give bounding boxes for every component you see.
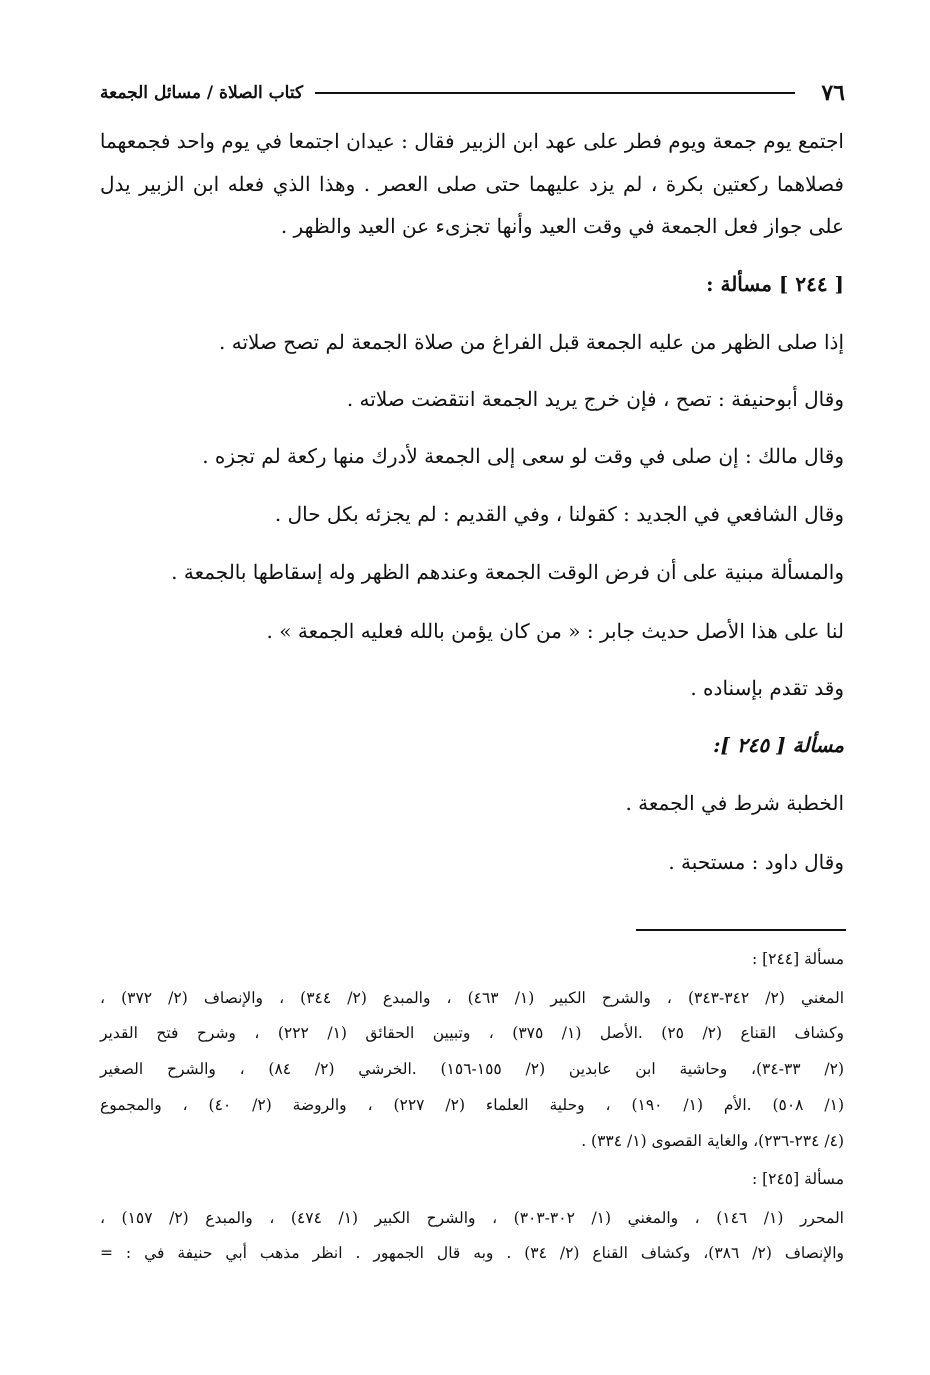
footnote-line: المغني (٢/ ٣٤٢-٣٤٣) ، والشرح الكبير (١/ ٤٦٣) ، والمبدع (٢/ ٣٤٤) ، والإنصاف (٢/ ٣٧٢) ، xyxy=(100,989,845,1007)
body-line: اجتمع يوم جمعة ويوم فطر على عهد ابن الزبير فقال : عيدان اجتمعا في يوم واحد فجمعهما xyxy=(99,129,844,153)
body-line: لنا على هذا الأصل حديث جابر : « من كان يؤمن بالله فعليه الجمعة » . xyxy=(266,619,844,643)
body-line: على جواز فعل الجمعة في وقت العيد وأنها تجزىء عن العيد والظهر . xyxy=(280,214,844,238)
body-line: وقال مالك : إن صلى في وقت لو سعى إلى الجمعة لأدرك منها ركعة لم تجزه . xyxy=(202,444,844,468)
body-line: وقال الشافعي في الجديد : كقولنا ، وفي القديم : لم يجزئه بكل حال . xyxy=(274,502,844,526)
footnote-separator xyxy=(636,929,846,931)
footnote-heading: مسألة [٢٤٤] : xyxy=(751,950,844,968)
footnote-line: المحرر (١/ ١٤٦) ، والمغني (١/ ٣٠٢-٣٠٣) ، والشرح الكبير (١/ ٤٧٤) ، والمبدع (٢/ ١٥٧) ، xyxy=(100,1209,844,1227)
body-line: وقال داود : مستحبة . xyxy=(668,850,844,874)
page-number: ٧٦ xyxy=(821,80,845,106)
footnote-line: (٤/ ٢٣٤-٢٣٦)، والغاية القصوى (١/ ٣٣٤) . xyxy=(581,1132,844,1150)
issue-heading: [ ٢٤٤ ] مسألة : xyxy=(706,272,844,296)
body-line: وقد تقدم بإسناده . xyxy=(690,676,844,700)
body-line: وقال أبوحنيفة : تصح ، فإن خرج يريد الجمعة انتقضت صلاته . xyxy=(346,387,844,411)
header-rule xyxy=(315,92,795,94)
footnote-line: (١/ ٥٠٨) .الأم (١/ ١٩٠) ، وحلية العلماء (٢/ ٢٢٧) ، والروضة (٢/ ٤٠) ، والمجموع xyxy=(100,1096,845,1114)
page-header xyxy=(100,78,845,108)
footnote-heading: مسألة [٢٤٥] : xyxy=(751,1170,844,1188)
body-line: الخطبة شرط في الجمعة . xyxy=(625,791,844,815)
issue-heading: مسألة [ ٢٤٥ ]: xyxy=(713,733,844,757)
footnote-line: والإنصاف (٢/ ٣٨٦)، وكشاف القناع (٢/ ٣٤) . وبه قال الجمهور . انظر مذهب أبي حنيفة في : = xyxy=(100,1244,844,1262)
running-title: كتاب الصلاة / مسائل الجمعة xyxy=(100,83,304,103)
footnote-line: وكشاف القناع (٢/ ٢٥) .الأصل (١/ ٣٧٥) ، وتبيين الحقائق (١/ ٢٢٢) ، وشرح فتح القدير xyxy=(100,1024,844,1042)
body-line: إذا صلى الظهر من عليه الجمعة قبل الفراغ من صلاة الجمعة لم تصح صلاته . xyxy=(219,330,844,354)
footnote-line: (٢/ ٣٣-٣٤)، وحاشية ابن عابدين (٢/ ١٥٥-١٥٦) .الخرشي (٢/ ٨٤) ، والشرح الصغير xyxy=(100,1060,845,1078)
body-line: والمسألة مبنية على أن فرض الوقت الجمعة وعندهم الظهر وله إسقاطها بالجمعة . xyxy=(171,560,844,584)
body-line: فصلاهما ركعتين بكرة ، لم يزد عليهما حتى صلى العصر . وهذا الذي فعله ابن الزبير يدل xyxy=(100,172,844,196)
